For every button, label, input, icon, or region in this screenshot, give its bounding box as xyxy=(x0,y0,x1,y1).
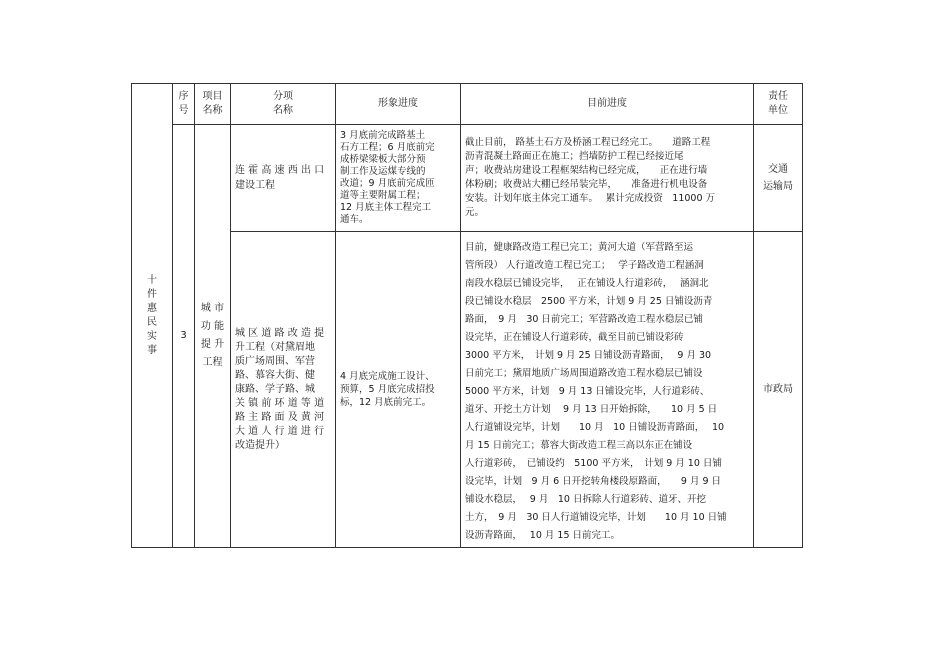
header-project: 项目 名称 xyxy=(195,84,231,125)
current-progress-cell: 截止目前， 路基土石方及桥涵工程已经完工。 道路工程 沥青混凝土路面正在施工；挡墙防护工程已经接近尾 声；收费站房建设工程框架结构已经完成， 正在进行墙 体粉刷；收费站大棚已经吊装完毕， 准备进行机电设备 安装。计划年底主体完工通车。 累计完成投资 11000 万 元。 xyxy=(461,125,754,232)
unit-cell: 交通 运输局 xyxy=(754,125,803,232)
header-seq: 序 号 xyxy=(173,84,195,125)
sub-item-cell: 连 霍 高 速 西 出 口 建设工程 xyxy=(231,125,336,232)
category-cell: 十 件 惠 民 实 事 xyxy=(132,84,173,548)
header-image-progress: 形象进度 xyxy=(336,84,461,125)
header-current-progress: 目前进度 xyxy=(461,84,754,125)
header-unit: 责任 单位 xyxy=(754,84,803,125)
table-row xyxy=(132,232,803,548)
sub-item-cell: 城 区 道 路 改 造 提 升工程（对黛眉地 质广场周围、军营 路、慕容大街、健 康路、学子路、城 关 镇 前 环 道 等 道 路 主 路 面 及 黄 河 大 道 人 行 道 进 行 改造提升） xyxy=(231,232,336,548)
table-row xyxy=(132,125,803,232)
header-sub-item: 分项 名称 xyxy=(231,84,336,125)
seq-cell: 3 xyxy=(173,125,195,548)
current-progress-cell: 目前，健康路改造工程已完工；黄河大道（军营路至运 管所段） 人行道改造工程已完工； 学子路改造工程涵洞 南段水稳层已铺设完毕， 正在铺设人行道彩砖， 涵洞北 段已铺设水稳层 2500 平方米，计划 9 月 25 日铺设沥青 路面， 9 月 30 日前完工；军营路改造工程水稳层已铺 设完毕，正在铺设人行道彩砖，截至目前已铺设彩砖 3000 平方米， 计划 9 月 25 日铺设沥青路面， 9 月 30 日前完工；黛眉地质广场周围道路改造工程水稳层已铺设 5000 平方米，计划 9 月 13 日铺设完毕，人行道彩砖、 道牙、开挖土方计划 9 月 13 日开始拆除， 10 月 5 日 人行道铺设完毕，计划 10 月 10 日铺设沥青路面， 10 月 15 日前完工；慕容大街改造工程三高以东正在铺设 人行道彩砖， 已铺设约 5100 平方米， 计划 9 月 10 日铺 设完毕，计划 9 月 6 日开挖转角楼段原路面， 9 月 9 日 铺设水稳层， 9 月 10 日拆除人行道彩砖、道牙、开挖 土方， 9 月 30 日人行道铺设完毕，计划 10 月 10 日铺 设沥青路面， 10 月 15 日前完工。 xyxy=(461,232,754,548)
unit-cell: 市政局 xyxy=(754,232,803,548)
project-name-cell: 城 市 功 能 提 升 工程 xyxy=(195,125,231,548)
image-progress-cell: 4 月底完成施工设计、 预算，5 月底完成招投 标，12 月底前完工。 xyxy=(336,232,461,548)
progress-table xyxy=(131,83,803,548)
image-progress-cell: 3 月底前完成路基土 石方工程；6 月底前完 成桥梁梁板大部分预 制工作及运煤专线的 改道；9 月底前完成匝 道等主要附属工程； 12 月底主体工程完工 通车。 xyxy=(336,125,461,232)
header-row xyxy=(132,84,803,125)
